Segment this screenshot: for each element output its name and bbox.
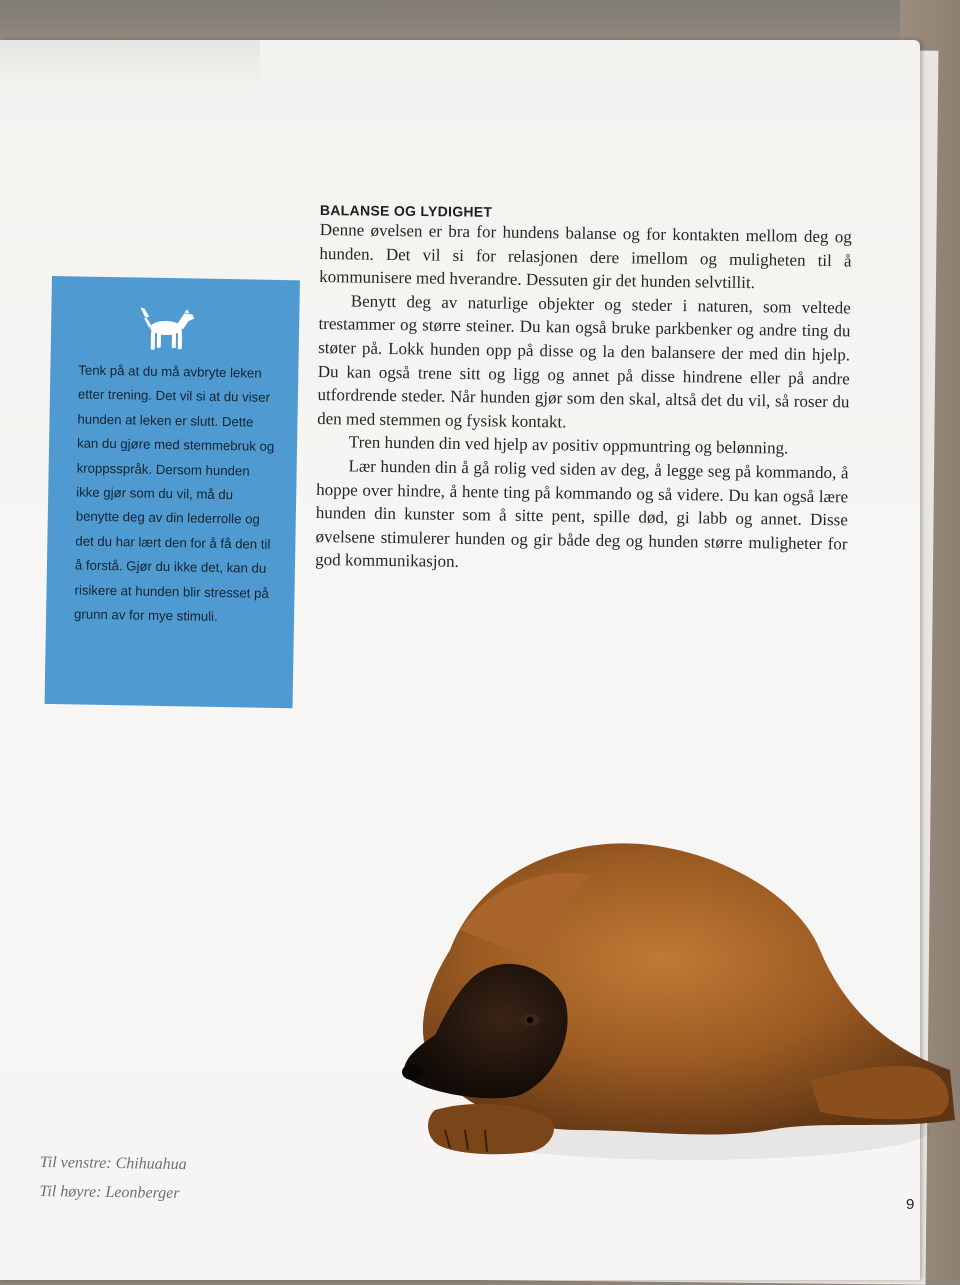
paragraph: Lær hunden din å gå rolig ved siden av deg, å legge seg på kommando, å hoppe over hindre, å hente ting på kommando og så videre. Du kan også lære hunden din kunster som å sitte pent, spille død, gi labb og annet. Disse øvelsene stimulerer hunden og gir både deg og hunden større muligheter for god kommunikasjon.: [315, 456, 849, 572]
puppy-photo: [390, 830, 960, 1190]
article-body: [315, 218, 852, 579]
section-heading: BALANSE OG LYDIGHET: [319, 202, 493, 220]
page-number: 9: [906, 1196, 915, 1213]
paragraph: Denne øvelsen er bra for hundens balanse og for kontakten mellom deg og hunden. Det vil si for relasjonen dere imellom og muligheten til å kommunisere med hverandre. Dessuten gir det hunden selvtillit.: [319, 219, 852, 293]
dog-icon: [137, 303, 198, 352]
tip-text: Tenk på at du må avbryte leken etter trening. Det vil si at du viser hunden at leken er slutt. Dette kan du gjøre med stemmebruk og kroppsspråk. Dersom hunden ikke gjør som du vil, må du benytte deg av din lederrolle og det du har lært den for å få den til å forstå. Gjør du ikke det, kan du risikere at hunden blir stresset på grunn av for mye stimuli.: [73, 362, 275, 625]
caption-left: Til venstre: Chihuahua: [39, 1153, 187, 1174]
page-fold-shadow: [0, 40, 260, 90]
photo-captions: [39, 1148, 187, 1208]
paragraph: Benytt deg av naturlige objekter og steder i naturen, som veltede trestammer og større steiner. Du kan også bruke parkbenker og andre ting du støter på. Lokk hunden opp på disse og la den balansere der med din hjelp. Du kan også trene sitt og ligg og annet på disse hindrene eller på andre utfordrende steder. Når hunden gjør som den skal, altså det du vil, så roser du den med stemmen og fysisk kontakt.: [317, 291, 851, 432]
tip-box: [45, 276, 300, 708]
paragraph: Tren hunden din ved hjelp av positiv oppmuntring og belønning.: [348, 432, 789, 458]
caption-right: Til høyre: Leonberger: [39, 1182, 180, 1202]
